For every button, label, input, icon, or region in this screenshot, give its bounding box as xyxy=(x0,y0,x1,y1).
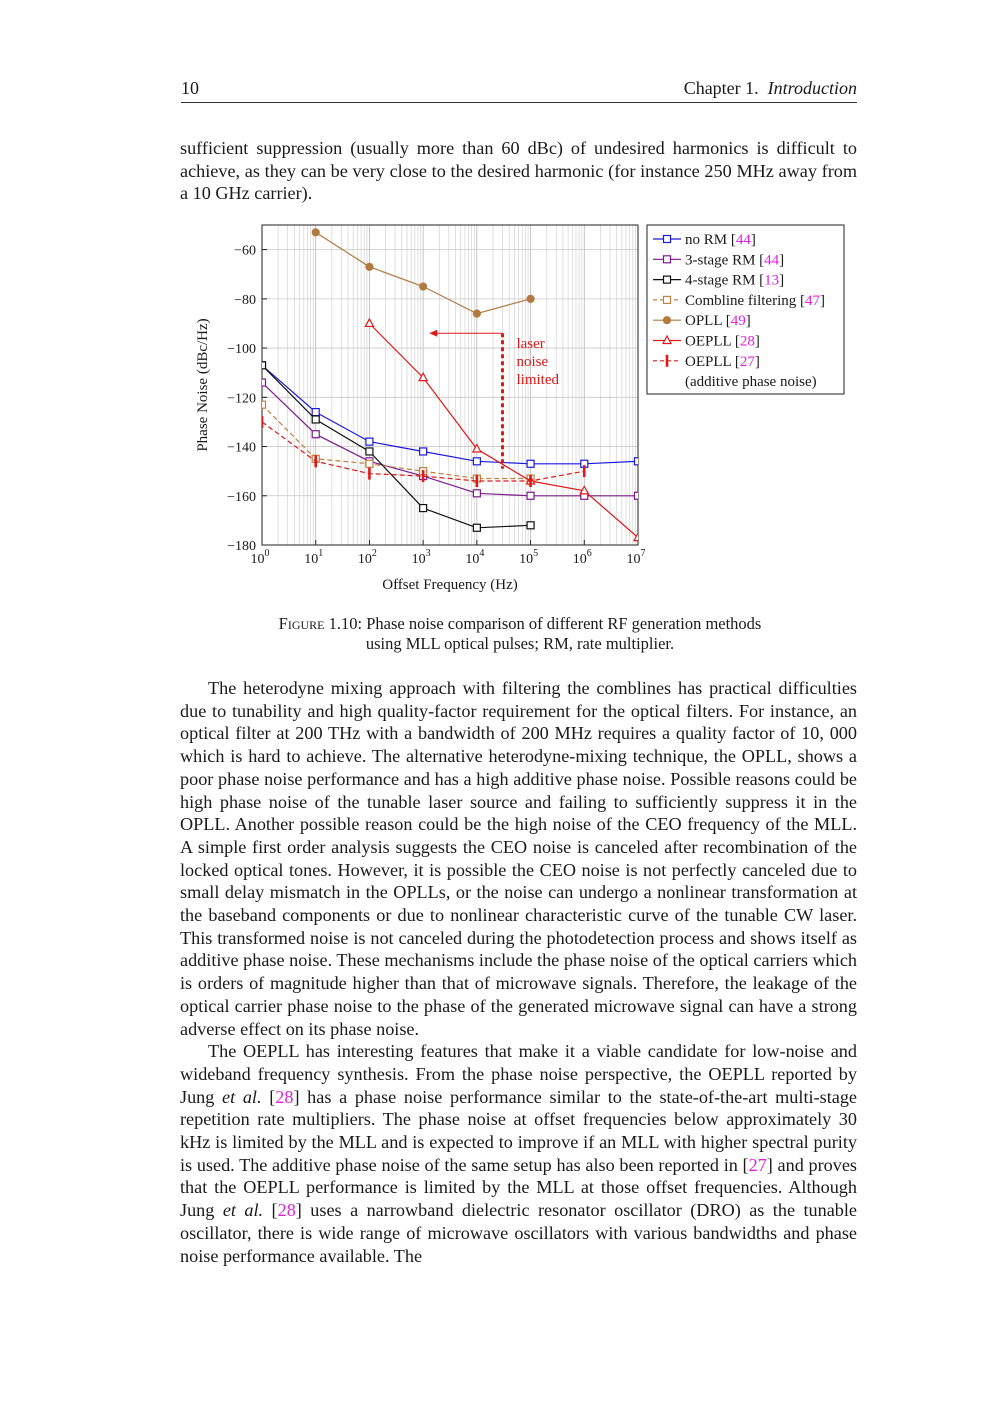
chapter-label: Chapter 1. xyxy=(683,78,759,98)
x-tick-exponent: 6 xyxy=(586,548,592,559)
figure-label: Figure 1.10: xyxy=(278,614,363,633)
series-line xyxy=(262,405,531,479)
legend-marker xyxy=(663,317,670,324)
legend-citation: 49 xyxy=(730,313,746,330)
y-tick-label: −100 xyxy=(227,342,256,358)
legend-marker xyxy=(664,296,671,303)
legend-label-line2: (additive phase noise) xyxy=(685,374,817,391)
data-point xyxy=(366,448,373,455)
legend-citation: 27 xyxy=(739,353,755,370)
legend-label: OEPLL [27] xyxy=(685,353,760,370)
legend-citation: 44 xyxy=(735,232,751,248)
data-point xyxy=(635,492,642,499)
data-point xyxy=(259,362,266,369)
running-head xyxy=(684,78,857,99)
x-tick-exponent: 5 xyxy=(533,548,539,559)
x-tick-label: $10^6$ xyxy=(572,548,592,567)
paragraph-heterodyne: The heterodyne mixing approach with filtering the comblines has practical difficulties due to tunability and high quality-factor requirement for the optical filters. For instance, an optical filter at 200 THz with a bandwidth of 200 MHz requires a quality factor of 10, 000 which is hard to achieve. The alternative heterodyne-mixing technique, the OPLL, shows a poor phase noise performance and has a high additive phase noise. Possible reasons could be high phase noise of the tunable laser source and failing to sufficiently suppress it in the OPLL. Another possible reason could be the high noise of the CEO frequency of the MLL. A simple first order analysis suggests the CEO noise is canceled after recombination of the locked optical tones. However, it is possible the CEO noise is not perfectly canceled due to small delay mismatch in the OPLLs, or the noise can undergo a nonlinear transformation at the baseband components or due to nonlinear characteristic curve of the tunable CW laser. This transformed noise is not canceled during the photodetection process and shows itself as additive phase noise. These mechanisms include the phase noise of the optical carriers which is orders of magnitude higher than that of microwave signals. Therefore, the leakage of the optical carrier phase noise to the phase of the generated microwave signal can have a strong adverse effect on its phase noise. xyxy=(180,678,857,1039)
citation-27[interactable]: 27 xyxy=(748,1154,767,1175)
legend-label: OPLL [49] xyxy=(685,313,751,330)
legend-label: Combline filtering [47] xyxy=(685,292,825,309)
y-axis-label: Phase Noise (dBc/Hz) xyxy=(195,318,211,452)
legend-marker xyxy=(664,256,671,263)
x-tick-label: $10^7$ xyxy=(626,548,646,567)
y-tick-label: −180 xyxy=(227,539,256,554)
legend-marker xyxy=(664,276,671,283)
legend-citation: 28 xyxy=(739,333,755,350)
figure-caption xyxy=(260,614,780,654)
data-point xyxy=(473,310,480,317)
et-al-2: et al. xyxy=(222,1200,264,1221)
legend-bracket: ] xyxy=(819,292,825,309)
legend-label: 3-stage RM [44] xyxy=(685,252,785,269)
y-tick-label: −80 xyxy=(234,292,256,308)
intro-paragraph xyxy=(180,137,857,205)
phase-noise-chart xyxy=(185,218,855,603)
chapter-title: Introduction xyxy=(767,78,857,98)
paragraph-oepll-text-3: ] has a phase noise performance similar to the state-of-the-art multi-stage repetition rate multipliers. The phase noise at offset frequencies below approximately 30 kHz is limited by the MLL and is expected to improve if an MLL with higher spectral purity is used. The additive phase noise of the same setup has also been reported in [ xyxy=(180,1086,857,1175)
legend-citation: 47 xyxy=(804,292,820,309)
y-tick-label: −60 xyxy=(234,243,256,259)
y-tick-label: −160 xyxy=(227,489,256,505)
laser-noise-label: laser xyxy=(516,336,545,353)
legend-marker xyxy=(664,236,671,243)
legend-bracket: ] xyxy=(779,252,785,269)
legend-citation: 13 xyxy=(764,272,780,289)
et-al-1: et al. xyxy=(222,1086,262,1107)
x-tick-exponent: 0 xyxy=(264,548,270,559)
x-tick-label: $10^1$ xyxy=(304,548,324,567)
x-tick-label: $10^3$ xyxy=(411,548,431,567)
data-point xyxy=(527,295,534,302)
x-tick-exponent: 7 xyxy=(640,548,646,559)
x-tick-label: $10^4$ xyxy=(465,548,485,567)
legend-bracket: ] xyxy=(779,272,785,289)
legend-label: OEPLL [28] xyxy=(685,333,760,350)
data-point xyxy=(366,438,373,445)
legend-bracket: ] xyxy=(750,232,756,248)
body-text xyxy=(180,677,857,1267)
data-point xyxy=(473,490,480,497)
data-point xyxy=(527,522,534,529)
legend-citation: 44 xyxy=(764,252,780,269)
data-point xyxy=(635,458,642,465)
data-point xyxy=(312,431,319,438)
x-tick-label: $10^2$ xyxy=(357,548,377,567)
legend-label: 4-stage RM [13] xyxy=(685,272,785,289)
paragraph-oepll-text-1: The OEPLL has interesting features that make it a viable candidate for low-noise and wideband frequency synthesis. From the phase noise perspective, the OEPLL reported by Jung xyxy=(180,1041,857,1107)
intro-text: sufficient suppression (usually more than 60 dBc) of undesired harmonics is difficult to achieve, as they can be very close to the desired harmonic (for instance 250 MHz away from a 10 GHz carrier). xyxy=(180,138,857,204)
legend-label: no RM [44] xyxy=(685,232,756,248)
laser-noise-arrow-head xyxy=(429,330,437,337)
paragraph-oepll-text-4: ] and proves that the OEPLL performance is limited by the MLL at those offset frequencies. Although Jung xyxy=(180,1154,857,1221)
data-point xyxy=(527,492,534,499)
data-point xyxy=(259,379,266,386)
x-tick-label: $10^5$ xyxy=(519,548,539,567)
x-tick-exponent: 3 xyxy=(425,548,431,559)
page-header xyxy=(181,78,857,103)
paragraph-oepll-text-5: [ xyxy=(263,1200,278,1221)
data-point xyxy=(366,263,373,270)
y-axis xyxy=(227,244,267,554)
legend-bracket: ] xyxy=(754,333,760,350)
laser-noise-label: limited xyxy=(516,372,559,389)
y-tick-label: −120 xyxy=(227,391,256,407)
data-point xyxy=(473,524,480,531)
paragraph-oepll xyxy=(180,1040,857,1267)
x-tick-label: $10^0$ xyxy=(250,548,270,567)
paragraph-oepll-text-6: ] uses a narrowband dielectric resonator oscillator (DRO) as the tunable oscillator, there is wide range of microwave oscillators with various bandwidths and phase noise performance available. The xyxy=(180,1200,858,1266)
legend-bracket: ] xyxy=(745,313,751,330)
x-axis xyxy=(251,540,646,567)
figure-caption-text: Phase noise comparison of different RF generation methods using MLL optical pulses; RM, rate multiplier. xyxy=(365,614,762,653)
x-tick-exponent: 2 xyxy=(371,548,377,559)
y-tick-label: −140 xyxy=(227,440,256,456)
legend-bracket: ] xyxy=(754,353,760,370)
data-point xyxy=(420,505,427,512)
paragraph-oepll-text-2: [ xyxy=(261,1086,276,1107)
x-axis-label: Offset Frequency (Hz) xyxy=(382,577,518,593)
data-point xyxy=(259,401,266,408)
data-point xyxy=(312,229,319,236)
data-point xyxy=(420,448,427,455)
laser-noise-label: noise xyxy=(516,354,549,371)
page-number: 10 xyxy=(181,78,199,98)
data-point xyxy=(312,409,319,416)
data-point xyxy=(366,460,373,467)
citation-28-second[interactable]: 28 xyxy=(277,1200,296,1221)
x-tick-exponent: 4 xyxy=(479,548,485,559)
x-tick-exponent: 1 xyxy=(318,548,324,559)
data-point xyxy=(312,416,319,423)
data-point xyxy=(420,283,427,290)
citation-28[interactable]: 28 xyxy=(275,1086,294,1107)
data-point xyxy=(527,460,534,467)
data-point xyxy=(473,458,480,465)
